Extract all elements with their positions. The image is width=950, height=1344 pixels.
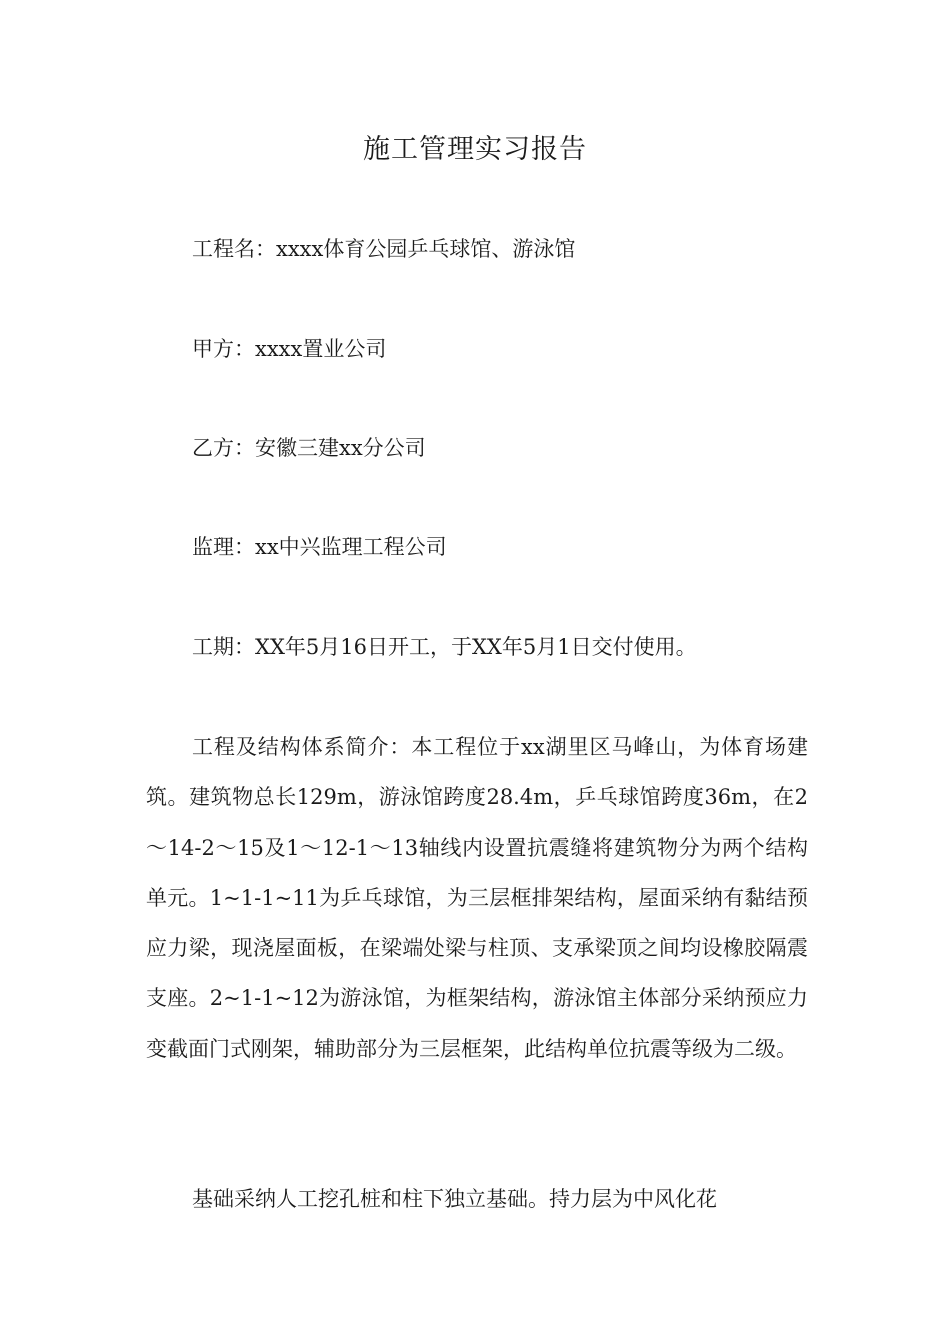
structure-intro-paragraph: 工程及结构体系简介：本工程位于xx湖里区马峰山，为体育场建筑。建筑物总长129m，游泳馆跨度28.4m，乒乓球馆跨度36m，在2～14-2～15及1～12-1～13轴线内设置抗震缝将建筑物分为两个结构单元。1~1-1~11为乒乓球馆，为三层框排架结构，屋面采纳有黏结预应力梁，现浇屋面板，在梁端处梁与柱顶、支承梁顶之间均设橡胶隔震支座。2~1-1~12为游泳馆，为框架结构，游泳馆主体部分采纳预应力变截面门式刚架，辅助部分为三层框架，此结构单位抗震等级为二级。 [146, 735, 808, 1061]
project-name-line: 工程名：xxxx体育公园乒乓球馆、游泳馆 [192, 237, 576, 261]
schedule-line: 工期：XX年5月16日开工，于XX年5月1日交付使用。 [192, 635, 697, 659]
party-b-line: 乙方：安徽三建xx分公司 [192, 436, 426, 460]
supervisor-line: 监理：xx中兴监理工程公司 [192, 535, 447, 559]
foundation-paragraph: 基础采纳人工挖孔桩和柱下独立基础。持力层为中风化花 [192, 1187, 717, 1211]
document-title: 施工管理实习报告 [363, 134, 587, 165]
party-a-line: 甲方：xxxx置业公司 [192, 337, 387, 361]
